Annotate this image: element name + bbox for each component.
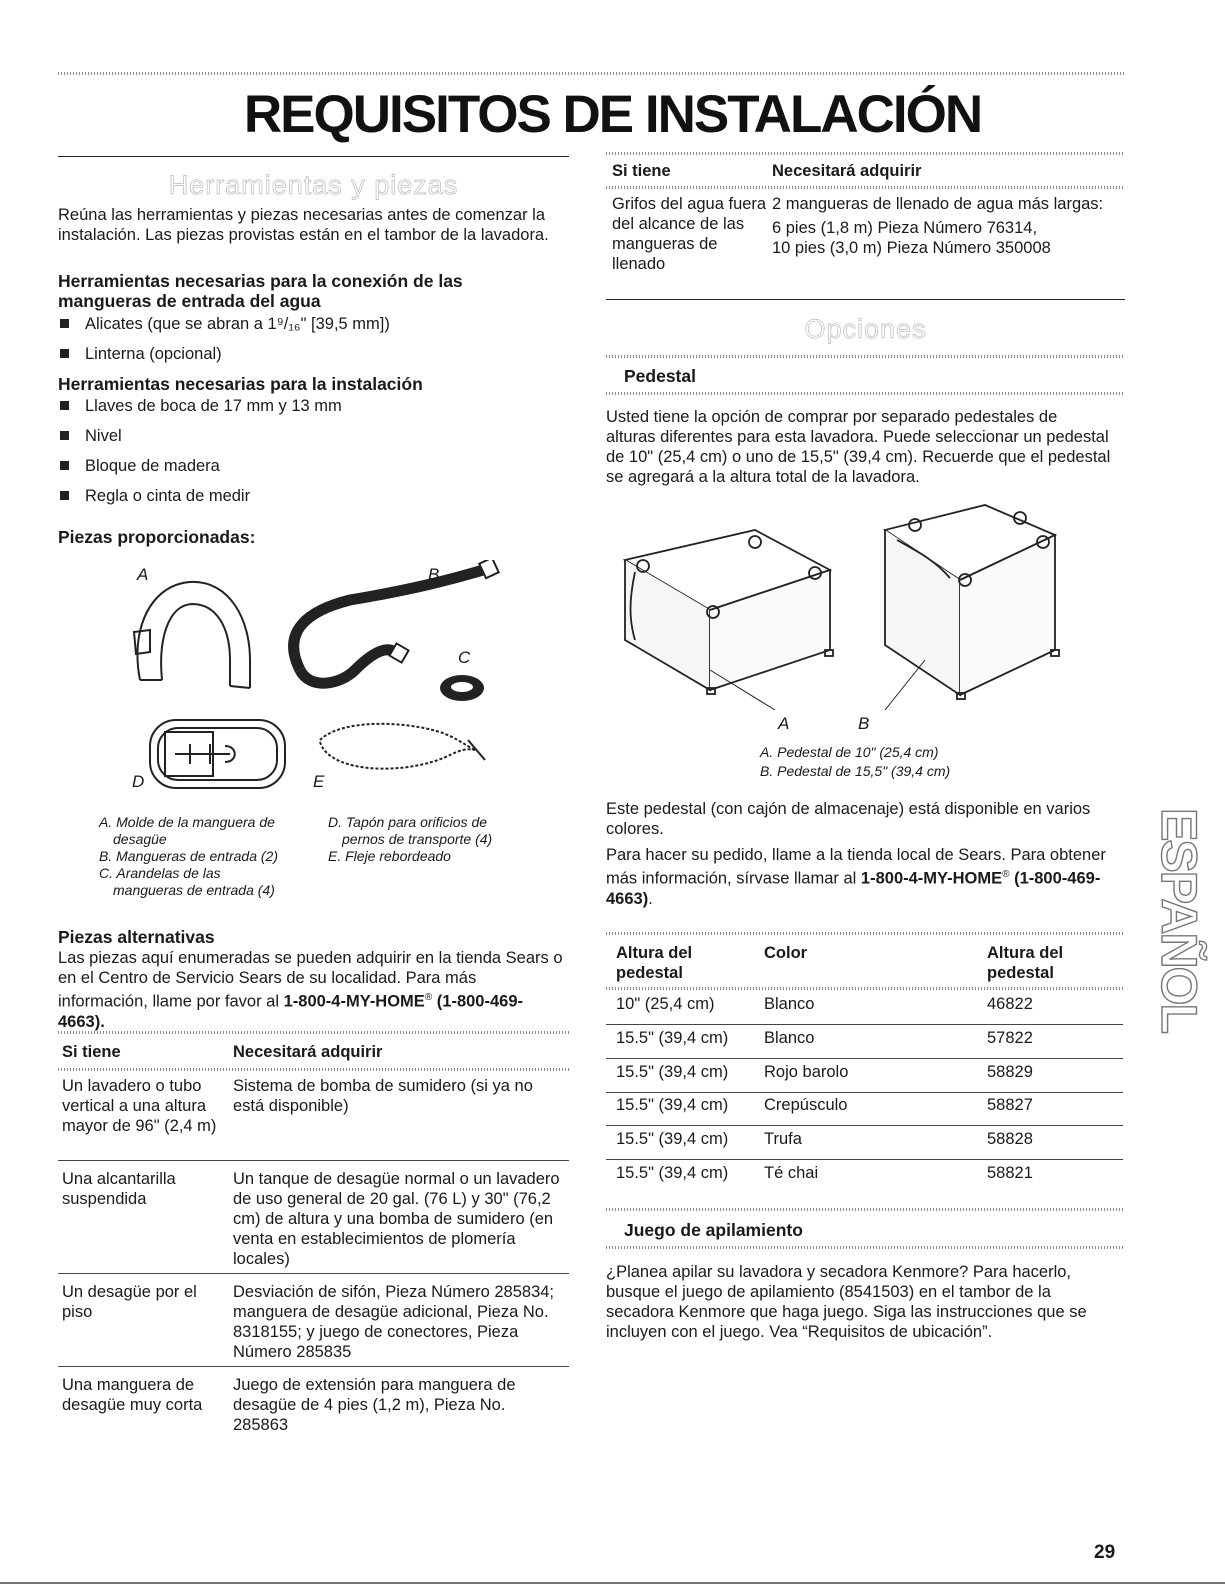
pedestal-bottom	[606, 392, 1125, 395]
part-label-d: D	[132, 772, 145, 791]
list-item: Linterna (opcional)	[58, 344, 563, 374]
stack-bottom	[606, 1246, 1125, 1249]
part-label-a: A	[137, 565, 149, 584]
parts-captions-right: D. Tapón para orificios de pernos de transporte (4) E. Fleje rebordeado	[328, 814, 493, 864]
row-divider	[606, 1024, 1123, 1025]
alt-table-row-1-col1: Un lavadero o tubo vertical a una altura mayor de 96" (2,4 m)	[62, 1077, 217, 1135]
stack-top	[606, 1208, 1125, 1211]
row-divider	[58, 1160, 569, 1161]
list-item: Alicates (que se abran a 1⁹/₁₆" [39,5 mm])	[58, 314, 563, 344]
strap-icon	[320, 724, 485, 769]
row-divider	[606, 1159, 1123, 1160]
pedestal-color-cell: Blanco	[764, 1028, 815, 1047]
bullet-icon	[60, 461, 69, 470]
pedestal-text: Usted tiene la opción de comprar por separado pedestales de alturas diferentes para esta lavadora. Puede seleccionar un pedestal de 10" (25,4 cm) o uno de 15,5" (39,4 cm). Recuerde que el pedestal se agregará a la altura total de la lavadora.	[606, 408, 1111, 486]
bullet-icon	[60, 319, 69, 328]
bullet-icon	[60, 401, 69, 410]
row-divider	[606, 1125, 1123, 1126]
pedestal-top	[606, 355, 1125, 358]
tools-intro: Reúna las herramientas y piezas necesarias antes de comenzar la instalación. Las piezas provistas están en el tambor de la lavadora.	[58, 206, 549, 244]
parts-heading: Piezas proporcionadas:	[58, 527, 256, 547]
right-table-top	[606, 152, 1125, 155]
alt-table-row-4-col2: Juego de extensión para manguera de desagüe de 4 pies (1,2 m), Pieza No. 285863	[233, 1376, 516, 1434]
pedestal-height-cell: 15.5" (39,4 cm)	[616, 1062, 729, 1081]
right-table-header-rule	[606, 186, 1125, 189]
alt-table-row-2-col1: Una alcantarilla suspendida	[62, 1170, 176, 1208]
row-divider	[58, 1366, 569, 1367]
alt-table-row-3-col2: Desviación de sifón, Pieza Número 285834; manguera de desagüe adicional, Pieza No. 8318155; y juego de conectores, Pieza Número 285835	[233, 1283, 555, 1361]
pedestal-15-icon	[885, 505, 1059, 699]
row-divider	[606, 1092, 1123, 1093]
pedestal-part-number-cell: 57822	[987, 1028, 1033, 1047]
pedestal-color-cell: Crepúsculo	[764, 1096, 848, 1115]
pedestal-table-header-col3: Altura del pedestal	[987, 944, 1064, 982]
pedestal-height-cell: 15.5" (39,4 cm)	[616, 1164, 729, 1182]
pedestal-part-number-cell: 46822	[987, 995, 1033, 1013]
hose-washer-icon	[440, 675, 484, 701]
page-title: REQUISITOS DE INSTALACIÓN	[243, 85, 982, 144]
pedestal-illustration	[615, 500, 1085, 710]
tools-heading: Herramientas y piezas	[168, 170, 459, 200]
bullet-icon	[60, 431, 69, 440]
hose-tools-list	[58, 314, 563, 374]
install-tools-heading: Herramientas necesarias para la instalación	[58, 374, 423, 394]
pedestal-height-cell: 10" (25,4 cm)	[616, 995, 715, 1013]
alt-table-header-col2: Necesitará adquirir	[233, 1043, 383, 1061]
left-top-rule	[58, 156, 569, 157]
pedestal-caption-b: B. Pedestal de 15,5" (39,4 cm)	[760, 763, 951, 779]
alt-table-header-col1: Si tiene	[62, 1043, 121, 1061]
alt-parts-text: Las piezas aquí enumeradas se pueden adquirir en la tienda Sears o en el Centro de Servicio Sears de su localidad. Para más información, llame por favor al 1-800-4-MY-HOME® (1-800-469-4663).	[58, 949, 563, 1031]
list-item: Nivel	[58, 426, 563, 456]
right-table-col2: 2 mangueras de llenado de agua más largas: 6 pies (1,8 m) Pieza Número 76314, 10 pies (3,0 m) Pieza Número 350008	[772, 195, 1104, 257]
stack-text: ¿Planea apilar su lavadora y secadora Kenmore? Para hacerlo, busque el juego de apilamiento (8541503) en el tambor de la secadora Kenmore que haga juego. Siga las instrucciones que se incluyen con el juego. Vea “Requisitos de ubicación”.	[606, 1263, 1087, 1341]
drain-hose-form-icon	[134, 582, 250, 688]
pedestal-label-b: B	[858, 714, 870, 733]
alt-parts-heading: Piezas alternativas	[58, 927, 215, 947]
pedestal-heading: Pedestal	[624, 366, 696, 386]
pedestal-height-cell: 15.5" (39,4 cm)	[616, 1028, 729, 1047]
pedestal-color-cell: Trufa	[764, 1130, 802, 1149]
parts-captions-left: A. Molde de la manguera de desagüe B. Mangueras de entrada (2) C. Arandelas de las mangueras de entrada (4)	[99, 814, 278, 898]
list-item: Bloque de madera	[58, 456, 563, 486]
pedestal-table-header-rule	[606, 987, 1123, 990]
bullet-icon	[60, 349, 69, 358]
pedestal-availability: Este pedestal (con cajón de almacenaje) está disponible en varios colores.	[606, 800, 1091, 838]
pedestal-part-number-cell: 58821	[987, 1164, 1033, 1182]
language-side-tab: ESPAÑOL	[1151, 808, 1207, 1032]
row-divider	[58, 1273, 569, 1274]
bullet-icon	[60, 491, 69, 500]
alt-table-header-rule	[58, 1068, 569, 1071]
pedestal-table-header-col1: Altura del pedestal	[616, 944, 693, 982]
top-bar	[58, 72, 1126, 75]
pedestal-part-number-cell: 58827	[987, 1096, 1033, 1115]
right-table-header-col2: Necesitará adquirir	[772, 162, 922, 180]
page-number: 29	[1094, 1542, 1116, 1563]
bottom-rule	[0, 1582, 1225, 1584]
pedestal-height-cell: 15.5" (39,4 cm)	[616, 1096, 729, 1115]
pedestal-color-cell: Rojo barolo	[764, 1062, 849, 1081]
alt-table-row-2-col2: Un tanque de desagüe normal o un lavadero de uso general de 20 gal. (76 L) y 30" (76,2 cm) de altura y una bomba de sumidero (en venta en establecimientos de plomería locales)	[233, 1170, 560, 1268]
pedestal-10-icon	[625, 530, 833, 694]
pedestal-part-number-cell: 58828	[987, 1130, 1033, 1149]
alt-table-row-4-col1: Una manguera de desagüe muy corta	[62, 1376, 203, 1414]
right-table-header-col1: Si tiene	[612, 162, 671, 180]
list-item: Llaves de boca de 17 mm y 13 mm	[58, 396, 563, 426]
pedestal-table-header-col2: Color	[764, 944, 808, 962]
pedestal-order: Para hacer su pedido, llame a la tienda local de Sears. Para obtener más información, sírvase llamar al 1-800-4-MY-HOME® (1-800-469-4663).	[606, 846, 1106, 908]
pedestal-color-cell: Té chai	[764, 1164, 819, 1182]
alt-table-top	[58, 1031, 569, 1034]
pedestal-color-cell: Blanco	[764, 995, 815, 1013]
pedestal-part-number-cell: 58829	[987, 1062, 1033, 1081]
pedestal-caption-a: A. Pedestal de 10" (25,4 cm)	[760, 744, 939, 760]
part-label-b: B	[428, 565, 440, 584]
part-label-c: C	[458, 648, 471, 667]
alt-table-row-3-col1: Un desagüe por el piso	[62, 1283, 197, 1321]
pedestal-table-top	[606, 932, 1123, 935]
pedestal-b-leader	[885, 660, 925, 710]
parts-illustration	[110, 560, 530, 800]
options-top-rule	[606, 299, 1125, 300]
pedestal-label-a: A	[778, 714, 790, 733]
part-label-e: E	[313, 772, 325, 791]
row-divider	[606, 1058, 1123, 1059]
install-tools-list	[58, 396, 563, 516]
hose-tools-heading: Herramientas necesarias para la conexión de las mangueras de entrada del agua	[58, 271, 463, 311]
pedestal-height-cell: 15.5" (39,4 cm)	[616, 1130, 729, 1149]
right-table-col1: Grifos del agua fuera del alcance de las mangueras de llenado	[612, 195, 767, 273]
stack-heading: Juego de apilamiento	[624, 1220, 803, 1240]
list-item: Regla o cinta de medir	[58, 486, 563, 516]
alt-table-row-1-col2: Sistema de bomba de sumidero (si ya no está disponible)	[233, 1077, 533, 1115]
bolt-hole-plug-icon	[150, 720, 285, 788]
options-heading: Opciones	[804, 314, 927, 344]
